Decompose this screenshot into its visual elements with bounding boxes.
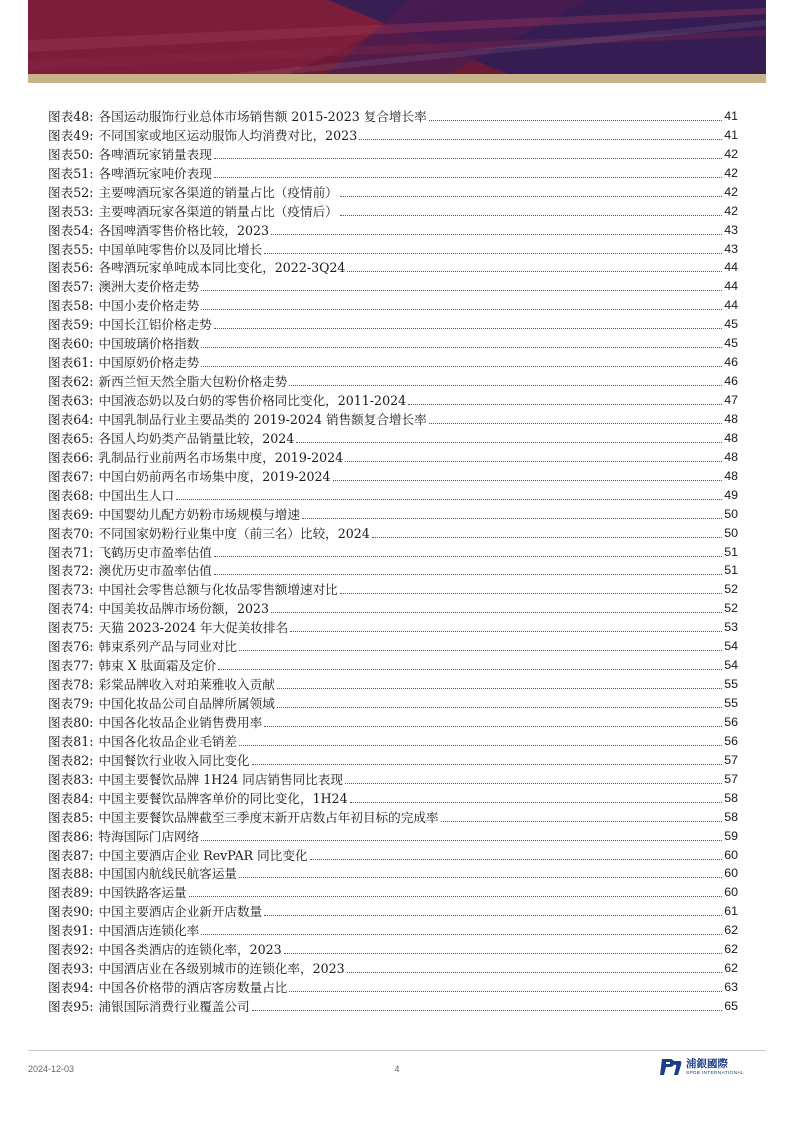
toc-entry-number: 86: bbox=[73, 828, 94, 844]
toc-entry-number: 52: bbox=[73, 184, 94, 200]
toc-entry-title: 各国运动服饰行业总体市场销售额 2015-2023 复合增长率 bbox=[98, 108, 427, 124]
toc-dot-leader bbox=[271, 611, 722, 613]
toc-entry-label: 图表 bbox=[48, 165, 74, 181]
toc-dot-leader bbox=[201, 933, 722, 935]
toc-entry-page: 61 bbox=[724, 904, 738, 919]
toc-entry[interactable] bbox=[48, 976, 738, 995]
toc-entry-label: 图表 bbox=[48, 184, 74, 200]
toc-dot-leader bbox=[277, 706, 722, 708]
toc-dot-leader bbox=[201, 839, 722, 841]
toc-entry[interactable] bbox=[48, 900, 738, 919]
toc-entry-label: 图表 bbox=[48, 847, 74, 863]
toc-entry-label: 图表 bbox=[48, 449, 74, 465]
toc-entry-label: 图表 bbox=[48, 411, 74, 427]
toc-entry[interactable] bbox=[48, 919, 738, 938]
toc-entry-page: 44 bbox=[724, 298, 738, 313]
toc-entry-number: 49: bbox=[73, 127, 94, 143]
toc-entry-title: 彩棠品牌收入对珀莱雅收入贡献 bbox=[98, 677, 275, 693]
toc-dot-leader bbox=[264, 914, 722, 916]
toc-entry-title: 中国酒店业在各级别城市的连锁化率，2023 bbox=[98, 961, 345, 977]
toc-entry-number: 54: bbox=[73, 222, 94, 238]
toc-dot-leader bbox=[176, 498, 722, 500]
toc-dot-leader bbox=[310, 858, 723, 860]
toc-entry-title: 中国社会零售总额与化妆品零售额增速对比 bbox=[98, 582, 338, 598]
toc-entry-label: 图表 bbox=[48, 620, 74, 636]
toc-entry-label: 图表 bbox=[48, 430, 74, 446]
toc-entry-label: 图表 bbox=[48, 374, 74, 390]
toc-entry[interactable] bbox=[48, 597, 738, 616]
toc-entry[interactable] bbox=[48, 446, 738, 465]
toc-entry-title: 天猫 2023-2024 年大促美妆排名 bbox=[98, 620, 289, 636]
toc-entry-page: 47 bbox=[724, 393, 738, 407]
toc-entry-label: 图表 bbox=[48, 525, 74, 541]
toc-entry[interactable] bbox=[48, 408, 738, 427]
toc-entry-number: 71: bbox=[73, 544, 94, 560]
toc-entry-title: 韩束系列产品与同业对比 bbox=[98, 639, 237, 655]
toc-entry-number: 82: bbox=[73, 752, 94, 768]
toc-entry[interactable] bbox=[48, 768, 738, 787]
toc-entry[interactable] bbox=[48, 635, 738, 654]
toc-entry-label: 图表 bbox=[48, 563, 74, 579]
toc-entry-number: 87: bbox=[73, 847, 94, 863]
toc-entry[interactable] bbox=[48, 616, 738, 635]
toc-entry-label: 图表 bbox=[48, 203, 74, 219]
logo-english-name: SPDB INTERNATIONAL bbox=[686, 1071, 744, 1076]
toc-entry-page: 58 bbox=[724, 790, 738, 805]
toc-entry-label: 图表 bbox=[48, 506, 74, 522]
toc-entry[interactable] bbox=[48, 522, 738, 541]
toc-entry-page: 56 bbox=[724, 733, 738, 748]
toc-dot-leader bbox=[252, 763, 723, 765]
toc-entry[interactable] bbox=[48, 730, 738, 749]
header-banner bbox=[28, 0, 766, 74]
toc-entry-page: 62 bbox=[724, 961, 738, 976]
toc-entry-label: 图表 bbox=[48, 771, 74, 787]
toc-entry-page: 41 bbox=[724, 108, 738, 123]
toc-entry-label: 图表 bbox=[48, 317, 74, 333]
toc-entry-title: 中国白奶前两名市场集中度，2019-2024 bbox=[98, 468, 331, 484]
spdb-logo-icon bbox=[660, 1057, 682, 1077]
toc-dot-leader bbox=[239, 876, 722, 878]
toc-entry-number: 80: bbox=[73, 714, 94, 730]
toc-entry[interactable] bbox=[48, 541, 738, 560]
toc-entry[interactable] bbox=[48, 351, 738, 370]
toc-entry-number: 74: bbox=[73, 601, 94, 617]
toc-entry-page: 65 bbox=[724, 999, 738, 1013]
toc-entry-number: 93: bbox=[73, 961, 94, 977]
toc-entry-label: 图表 bbox=[48, 790, 74, 806]
toc-entry-title: 中国主要餐饮品牌客单价的同比变化，1H24 bbox=[98, 790, 348, 806]
toc-dot-leader bbox=[347, 270, 722, 272]
toc-entry-page: 55 bbox=[724, 696, 738, 710]
toc-dot-leader bbox=[350, 801, 723, 803]
toc-entry-number: 78: bbox=[73, 677, 94, 693]
toc-entry-number: 62: bbox=[73, 374, 94, 390]
toc-entry-label: 图表 bbox=[48, 601, 74, 617]
toc-entry[interactable] bbox=[48, 881, 738, 900]
toc-dot-leader bbox=[429, 422, 722, 424]
toc-entry-label: 图表 bbox=[48, 298, 74, 314]
toc-dot-leader bbox=[271, 233, 722, 235]
toc-entry-number: 73: bbox=[73, 582, 94, 598]
toc-entry-number: 88: bbox=[73, 866, 94, 882]
toc-entry-number: 89: bbox=[73, 885, 94, 901]
toc-entry-number: 81: bbox=[73, 733, 94, 749]
toc-entry[interactable] bbox=[48, 389, 738, 408]
toc-entry-title: 中国小麦价格走势 bbox=[98, 298, 200, 314]
toc-entry-page: 41 bbox=[724, 127, 738, 142]
toc-entry-page: 44 bbox=[724, 279, 738, 294]
toc-entry-number: 76: bbox=[73, 639, 94, 655]
footer-date: 2024-12-03 bbox=[28, 1064, 75, 1074]
toc-entry-label: 图表 bbox=[48, 146, 74, 162]
toc-entry-page: 45 bbox=[724, 336, 738, 351]
toc-dot-leader bbox=[372, 536, 722, 538]
toc-entry-title: 中国原奶价格走势 bbox=[98, 355, 200, 371]
toc-entry-number: 83: bbox=[73, 771, 94, 787]
toc-entry-label: 图表 bbox=[48, 828, 74, 844]
toc-entry-page: 54 bbox=[724, 639, 738, 654]
toc-entry-page: 50 bbox=[724, 525, 738, 540]
toc-entry-title: 中国酒店连锁化率 bbox=[98, 923, 200, 939]
toc-entry[interactable] bbox=[48, 863, 738, 882]
toc-entry-title: 特海国际门店网络 bbox=[98, 828, 200, 844]
toc-entry-number: 68: bbox=[73, 487, 94, 503]
toc-entry-title: 中国出生人口 bbox=[98, 487, 175, 503]
toc-entry-page: 60 bbox=[724, 885, 738, 900]
toc-entry[interactable] bbox=[48, 957, 738, 976]
toc-entry-number: 64: bbox=[73, 411, 94, 427]
toc-entry[interactable] bbox=[48, 711, 738, 730]
toc-dot-leader bbox=[333, 479, 723, 481]
toc-entry-page: 57 bbox=[724, 752, 738, 767]
toc-entry-title: 中国化妆品公司自品牌所属领域 bbox=[98, 696, 275, 711]
toc-entry-label: 图表 bbox=[48, 336, 74, 352]
toc-entry-title: 中国餐饮行业收入同比变化 bbox=[98, 752, 250, 768]
toc-entry-title: 新西兰恒天然全脂大包粉价格走势 bbox=[98, 374, 288, 390]
toc-entry-page: 45 bbox=[724, 317, 738, 332]
toc-entry-number: 59: bbox=[73, 317, 94, 333]
toc-entry-number: 63: bbox=[73, 393, 94, 408]
toc-entry[interactable] bbox=[48, 219, 738, 238]
toc-entry[interactable] bbox=[48, 844, 738, 863]
toc-entry-label: 图表 bbox=[48, 222, 74, 238]
toc-entry-title: 中国各化妆品企业毛销差 bbox=[98, 733, 237, 749]
toc-entry[interactable] bbox=[48, 313, 738, 332]
toc-entry-title: 中国各价格带的酒店客房数量占比 bbox=[98, 980, 288, 996]
toc-entry-number: 90: bbox=[73, 904, 94, 920]
toc-entry-page: 48 bbox=[724, 468, 738, 483]
logo-chinese-name: 浦銀國際 bbox=[686, 1058, 728, 1070]
toc-dot-leader bbox=[345, 782, 722, 784]
toc-dot-leader bbox=[239, 744, 722, 746]
toc-entry-title: 主要啤酒玩家各渠道的销量占比（疫情前） bbox=[98, 184, 338, 200]
toc-entry[interactable] bbox=[48, 692, 738, 711]
toc-entry-title: 中国长江铝价格走势 bbox=[98, 317, 212, 333]
toc-entry-number: 56: bbox=[73, 260, 94, 276]
toc-entry-page: 42 bbox=[724, 165, 738, 180]
toc-entry-number: 91: bbox=[73, 923, 94, 939]
toc-entry-title: 各啤酒玩家单吨成本同比变化，2022-3Q24 bbox=[98, 260, 346, 276]
toc-dot-leader bbox=[429, 119, 722, 121]
toc-entry-label: 图表 bbox=[48, 923, 74, 939]
table-of-figures bbox=[48, 105, 738, 1014]
toc-entry-label: 图表 bbox=[48, 885, 74, 901]
toc-dot-leader bbox=[340, 214, 722, 216]
toc-entry-page: 52 bbox=[724, 601, 738, 616]
toc-entry-label: 图表 bbox=[48, 544, 74, 560]
toc-entry-label: 图表 bbox=[48, 866, 74, 882]
toc-entry-label: 图表 bbox=[48, 733, 74, 749]
toc-entry[interactable] bbox=[48, 105, 738, 124]
toc-entry-page: 51 bbox=[724, 563, 738, 578]
toc-entry[interactable] bbox=[48, 673, 738, 692]
toc-dot-leader bbox=[289, 990, 722, 992]
toc-entry-number: 69: bbox=[73, 506, 94, 522]
toc-entry-number: 94: bbox=[73, 980, 94, 996]
toc-entry-title: 各国啤酒零售价格比较，2023 bbox=[98, 222, 270, 238]
toc-entry-title: 中国乳制品行业主要品类的 2019-2024 销售额复合增长率 bbox=[98, 411, 427, 427]
toc-entry-page: 57 bbox=[724, 771, 738, 786]
header-stripe bbox=[28, 74, 766, 83]
toc-entry-title: 乳制品行业前两名市场集中度，2019-2024 bbox=[98, 449, 344, 465]
toc-dot-leader bbox=[296, 441, 722, 443]
toc-entry[interactable] bbox=[48, 275, 738, 294]
toc-entry-page: 42 bbox=[724, 184, 738, 199]
toc-entry-label: 图表 bbox=[48, 279, 74, 295]
toc-entry-title: 中国主要酒店企业新开店数量 bbox=[98, 904, 263, 920]
toc-entry-label: 图表 bbox=[48, 942, 74, 958]
toc-entry[interactable] bbox=[48, 938, 738, 957]
toc-dot-leader bbox=[201, 289, 722, 291]
toc-dot-leader bbox=[214, 573, 722, 575]
footer-page-number: 4 bbox=[394, 1064, 400, 1074]
toc-entry-label: 图表 bbox=[48, 999, 74, 1014]
toc-entry-number: 72: bbox=[73, 563, 94, 579]
toc-entry-label: 图表 bbox=[48, 639, 74, 655]
toc-entry-label: 图表 bbox=[48, 582, 74, 598]
toc-entry-page: 43 bbox=[724, 222, 738, 237]
toc-entry-page: 60 bbox=[724, 866, 738, 881]
toc-entry-title: 澳优历史市盈率估值 bbox=[98, 563, 212, 579]
toc-entry[interactable] bbox=[48, 749, 738, 768]
toc-entry[interactable] bbox=[48, 332, 738, 351]
toc-entry-number: 55: bbox=[73, 241, 94, 257]
toc-dot-leader bbox=[214, 176, 722, 178]
toc-entry-label: 图表 bbox=[48, 241, 74, 257]
toc-entry-title: 各啤酒玩家吨价表现 bbox=[98, 165, 212, 181]
toc-entry-title: 中国铁路客运量 bbox=[98, 885, 187, 901]
toc-entry-number: 51: bbox=[73, 165, 94, 181]
toc-entry[interactable] bbox=[48, 560, 738, 579]
toc-entry[interactable] bbox=[48, 654, 738, 673]
toc-dot-leader bbox=[214, 555, 722, 557]
toc-entry-title: 中国单吨零售价以及同比增长 bbox=[98, 241, 263, 257]
toc-entry-label: 图表 bbox=[48, 809, 74, 825]
toc-dot-leader bbox=[252, 1009, 723, 1011]
toc-entry-label: 图表 bbox=[48, 260, 74, 276]
toc-entry-title: 中国美妆品牌市场份额，2023 bbox=[98, 601, 270, 617]
toc-entry-title: 中国各类酒店的连锁化率，2023 bbox=[98, 942, 282, 958]
toc-entry-number: 85: bbox=[73, 809, 94, 825]
toc-dot-leader bbox=[290, 630, 722, 632]
toc-dot-leader bbox=[214, 157, 722, 159]
toc-entry[interactable] bbox=[48, 825, 738, 844]
toc-dot-leader bbox=[264, 252, 722, 254]
toc-entry-page: 50 bbox=[724, 506, 738, 521]
toc-entry-number: 60: bbox=[73, 336, 94, 352]
toc-entry-label: 图表 bbox=[48, 677, 74, 693]
toc-entry-title: 澳洲大麦价格走势 bbox=[98, 279, 200, 295]
toc-entry-label: 图表 bbox=[48, 355, 74, 371]
toc-entry-label: 图表 bbox=[48, 980, 74, 996]
toc-entry-page: 52 bbox=[724, 582, 738, 597]
toc-dot-leader bbox=[214, 327, 722, 329]
toc-entry[interactable] bbox=[48, 578, 738, 597]
toc-dot-leader bbox=[201, 346, 722, 348]
toc-entry-page: 49 bbox=[724, 487, 738, 502]
toc-entry-title: 中国各化妆品企业销售费用率 bbox=[98, 714, 263, 730]
toc-entry-title: 中国婴幼儿配方奶粉市场规模与增速 bbox=[98, 506, 300, 522]
toc-entry-page: 60 bbox=[724, 847, 738, 862]
toc-entry-number: 92: bbox=[73, 942, 94, 958]
toc-entry-page: 43 bbox=[724, 241, 738, 256]
toc-entry[interactable] bbox=[48, 143, 738, 162]
toc-entry-number: 84: bbox=[73, 790, 94, 806]
toc-entry-title: 中国主要餐饮品牌 1H24 同店销售同比表现 bbox=[98, 771, 343, 787]
toc-entry-number: 75: bbox=[73, 620, 94, 636]
toc-dot-leader bbox=[408, 403, 722, 405]
toc-entry[interactable] bbox=[48, 995, 738, 1014]
toc-entry-title: 中国液态奶以及白奶的零售价格同比变化，2011-2024 bbox=[98, 393, 407, 408]
toc-entry-page: 48 bbox=[724, 411, 738, 426]
toc-entry-title: 中国国内航线民航客运量 bbox=[98, 866, 237, 882]
toc-entry-page: 44 bbox=[724, 260, 738, 275]
toc-entry-number: 65: bbox=[73, 430, 94, 446]
toc-entry-title: 浦银国际消费行业覆盖公司 bbox=[98, 999, 250, 1014]
toc-dot-leader bbox=[201, 365, 722, 367]
toc-entry-number: 95: bbox=[73, 999, 94, 1014]
toc-dot-leader bbox=[347, 971, 723, 973]
toc-entry-page: 58 bbox=[724, 809, 738, 824]
toc-entry[interactable] bbox=[48, 465, 738, 484]
toc-entry-title: 主要啤酒玩家各渠道的销量占比（疫情后） bbox=[98, 203, 338, 219]
toc-entry-number: 70: bbox=[73, 525, 94, 541]
toc-entry-title: 各啤酒玩家销量表现 bbox=[98, 146, 212, 162]
banner-graphic bbox=[28, 0, 766, 74]
toc-entry-number: 79: bbox=[73, 696, 94, 711]
toc-entry-number: 66: bbox=[73, 449, 94, 465]
toc-entry-title: 飞鹤历史市盈率估值 bbox=[98, 544, 212, 560]
toc-dot-leader bbox=[218, 668, 722, 670]
toc-entry-number: 50: bbox=[73, 146, 94, 162]
toc-entry[interactable] bbox=[48, 257, 738, 276]
company-logo bbox=[660, 1055, 766, 1081]
toc-entry-title: 中国玻璃价格指数 bbox=[98, 336, 200, 352]
toc-entry[interactable] bbox=[48, 806, 738, 825]
toc-entry[interactable] bbox=[48, 124, 738, 143]
toc-entry-label: 图表 bbox=[48, 658, 74, 674]
toc-entry[interactable] bbox=[48, 294, 738, 313]
toc-entry[interactable] bbox=[48, 427, 738, 446]
toc-entry-label: 图表 bbox=[48, 752, 74, 768]
toc-entry[interactable] bbox=[48, 484, 738, 503]
toc-entry[interactable] bbox=[48, 787, 738, 806]
toc-entry-number: 67: bbox=[73, 468, 94, 484]
toc-entry-label: 图表 bbox=[48, 904, 74, 920]
toc-entry-page: 53 bbox=[724, 620, 738, 635]
toc-dot-leader bbox=[345, 460, 722, 462]
toc-entry-page: 62 bbox=[724, 942, 738, 957]
toc-entry-label: 图表 bbox=[48, 468, 74, 484]
toc-entry[interactable] bbox=[48, 503, 738, 522]
toc-entry[interactable] bbox=[48, 238, 738, 257]
toc-dot-leader bbox=[264, 725, 722, 727]
toc-entry-page: 63 bbox=[724, 980, 738, 995]
toc-dot-leader bbox=[189, 895, 723, 897]
toc-entry-page: 51 bbox=[724, 544, 738, 559]
toc-entry-label: 图表 bbox=[48, 696, 74, 711]
toc-dot-leader bbox=[201, 308, 722, 310]
toc-entry-page: 42 bbox=[724, 203, 738, 218]
toc-entry-page: 48 bbox=[724, 449, 738, 464]
toc-dot-leader bbox=[284, 952, 723, 954]
toc-entry[interactable] bbox=[48, 200, 738, 219]
toc-entry-number: 48: bbox=[73, 108, 94, 124]
toc-entry-number: 58: bbox=[73, 298, 94, 314]
toc-dot-leader bbox=[340, 592, 722, 594]
toc-entry[interactable] bbox=[48, 181, 738, 200]
toc-entry-number: 77: bbox=[73, 658, 94, 674]
toc-dot-leader bbox=[359, 138, 722, 140]
toc-entry[interactable] bbox=[48, 162, 738, 181]
toc-entry-number: 57: bbox=[73, 279, 94, 295]
toc-entry-label: 图表 bbox=[48, 487, 74, 503]
toc-entry-title: 不同国家奶粉行业集中度（前三名）比较，2024 bbox=[98, 525, 370, 541]
toc-entry-title: 各国人均奶类产品销量比较，2024 bbox=[98, 430, 295, 446]
toc-entry-page: 55 bbox=[724, 677, 738, 692]
toc-entry-number: 61: bbox=[73, 355, 94, 371]
toc-dot-leader bbox=[239, 649, 722, 651]
toc-dot-leader bbox=[302, 517, 722, 519]
toc-entry[interactable] bbox=[48, 370, 738, 389]
toc-entry-page: 46 bbox=[724, 355, 738, 370]
toc-entry-label: 图表 bbox=[48, 108, 74, 124]
toc-entry-label: 图表 bbox=[48, 393, 74, 408]
toc-entry-label: 图表 bbox=[48, 127, 74, 143]
toc-entry-page: 59 bbox=[724, 828, 738, 843]
toc-entry-page: 62 bbox=[724, 923, 738, 938]
toc-entry-page: 56 bbox=[724, 714, 738, 729]
toc-entry-label: 图表 bbox=[48, 714, 74, 730]
toc-dot-leader bbox=[277, 687, 722, 689]
toc-entry-title: 中国主要酒店企业 RevPAR 同比变化 bbox=[98, 847, 308, 863]
toc-entry-page: 48 bbox=[724, 430, 738, 445]
toc-entry-title: 中国主要餐饮品牌截至三季度末新开店数占年初目标的完成率 bbox=[98, 809, 439, 825]
toc-dot-leader bbox=[441, 820, 723, 822]
toc-entry-number: 53: bbox=[73, 203, 94, 219]
toc-entry-page: 46 bbox=[724, 374, 738, 389]
toc-entry-title: 韩束 X 肽面霜及定价 bbox=[98, 658, 217, 674]
toc-entry-page: 42 bbox=[724, 146, 738, 161]
toc-entry-title: 不同国家或地区运动服饰人均消费对比，2023 bbox=[98, 127, 358, 143]
toc-entry-page: 54 bbox=[724, 658, 738, 673]
footer-divider bbox=[28, 1050, 766, 1051]
toc-dot-leader bbox=[340, 195, 722, 197]
toc-dot-leader bbox=[289, 384, 722, 386]
toc-entry-label: 图表 bbox=[48, 961, 74, 977]
